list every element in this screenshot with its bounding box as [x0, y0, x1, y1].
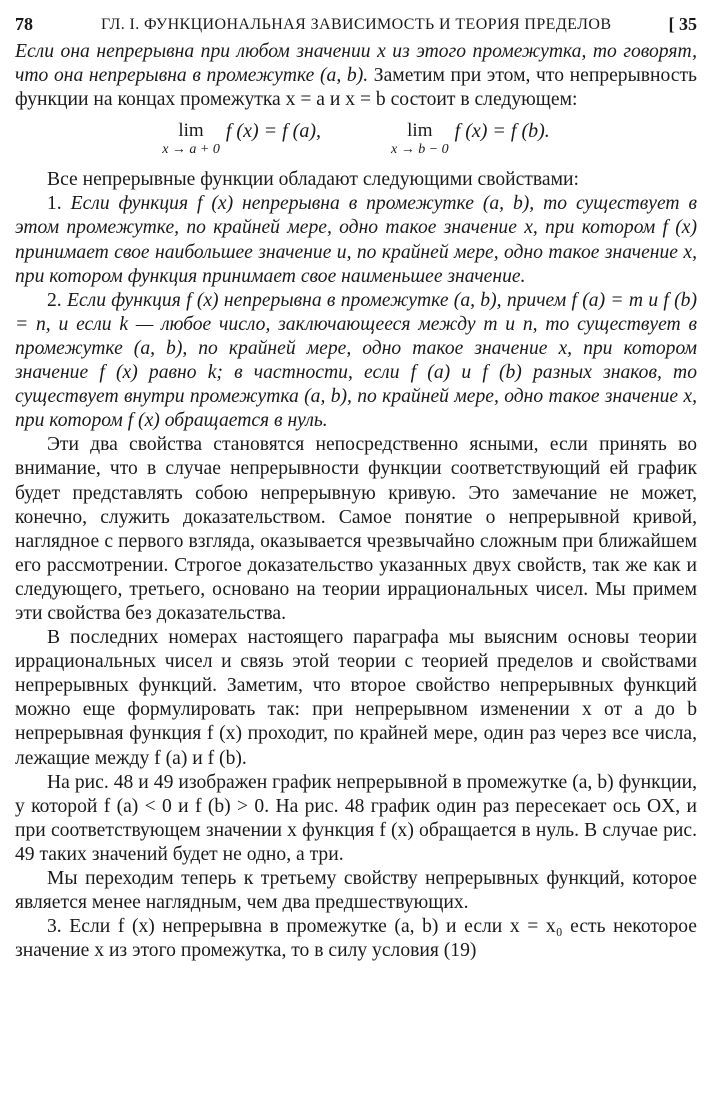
property-2-number: 2. [47, 289, 67, 311]
paragraph: Мы переходим теперь к третьему свойству непрерывных функций, которое является менее наглядным, чем два предшествующих. [15, 868, 697, 914]
properties-intro: Все непрерывные функции обладают следующими свойствами: [47, 169, 579, 191]
limit-expression: f (x) = f (b). [454, 120, 550, 143]
running-title: ГЛ. I. ФУНКЦИОНАЛЬНАЯ ЗАВИСИМОСТЬ И ТЕОРИЯ ПРЕДЕЛОВ [101, 16, 612, 33]
intro-paragraph [15, 40, 697, 112]
limit-expression: f (x) = f (a), [225, 120, 321, 143]
property-1-text: Если функция f (x) непрерывна в промежутке (a, b), то существует в этом промежутке, по крайней мере, одно такое значение x, при котором f (x) принимает свое наибольшее значение и, по крайней мере, одно такое значение x, при котором функция принимает свое наименьшее значение. [15, 193, 698, 287]
lim-subscript: x → a + 0 [162, 142, 220, 158]
left-limit-formula [162, 120, 321, 158]
lim-operator [391, 120, 449, 158]
intro-rest: Заметим при этом, что непрерывность функции на концах промежутка x = a и x = b состоит в следующем: [15, 65, 697, 111]
property-2 [15, 289, 697, 434]
lim-word: lim [407, 120, 433, 142]
paragraph: Эти два свойства становятся непосредственно ясными, если принять во внимание, что в случае непрерывности функции соответствующий ей график будет представлять собою непрерывную кривую. Это замечание не может, конечно, служить доказательством. Самое понятие о непрерывной кривой, наглядное с первого взгляда, оказывается чрезвычайно сложным при ближайшем его рассмотрении. Строгое доказательство указанных двух свойств, так же как и следующего, третьего, основано на теории иррациональных чисел. Мы примем эти свойства без доказательства. [15, 434, 697, 624]
intro-italic: Если она непрерывна при любом значении x из этого промежутка, то говорят, что она непрерывна в промежутке (a, b). [15, 41, 697, 87]
section-number: [ 35 [668, 14, 697, 34]
right-limit-formula [391, 120, 550, 158]
paragraph: В последних номерах настоящего параграфа мы выясним основы теории иррациональных чисел и связь этой теории с теорией пределов и свойствами непрерывных функций. Заметим, что второе свойство непрерывных функций можно еще формулировать так: при непрерывном изменении x от a до b непрерывная функция f (x) проходит, по крайней мере, один раз через все числа, лежащие между f (a) и f (b). [15, 627, 697, 769]
limit-formulas [15, 120, 697, 158]
property-1-number: 1. [47, 193, 71, 215]
lim-operator [162, 120, 220, 158]
running-header [15, 10, 697, 40]
property-2-text: Если функция f (x) непрерывна в промежутке (a, b), причем f (a) = m и f (b) = n, и если k — любое число, заключающееся между m и n, то существует в промежутке (a, b), по крайней мере, одно такое значение x, при котором значение f (x) равно k; в частности, если f (a) и f (b) разных знаков, то существует внутри промежутка (a, b), по крайней мере, одно такое значение x, при котором f (x) обращается в нуль. [15, 289, 697, 432]
page-number: 78 [15, 14, 33, 34]
paragraph: На рис. 48 и 49 изображен график непрерывной в промежутке (a, b) функции, у которой f (a) < 0 и f (b) > 0. На рис. 48 график один раз пересекает ось OX, и при соответствующем значении x функция f (x) обращается в нуль. В случае рис. 49 таких значений будет не одно, а три. [15, 771, 697, 865]
property-1 [15, 192, 697, 288]
lim-word: lim [178, 120, 204, 142]
paragraph: 3. Если f (x) непрерывна в промежутке (a, b) и если x = x₀ есть некоторое значение x из этого промежутка, то в силу условия (19) [15, 916, 697, 962]
lim-subscript: x → b − 0 [391, 142, 449, 158]
